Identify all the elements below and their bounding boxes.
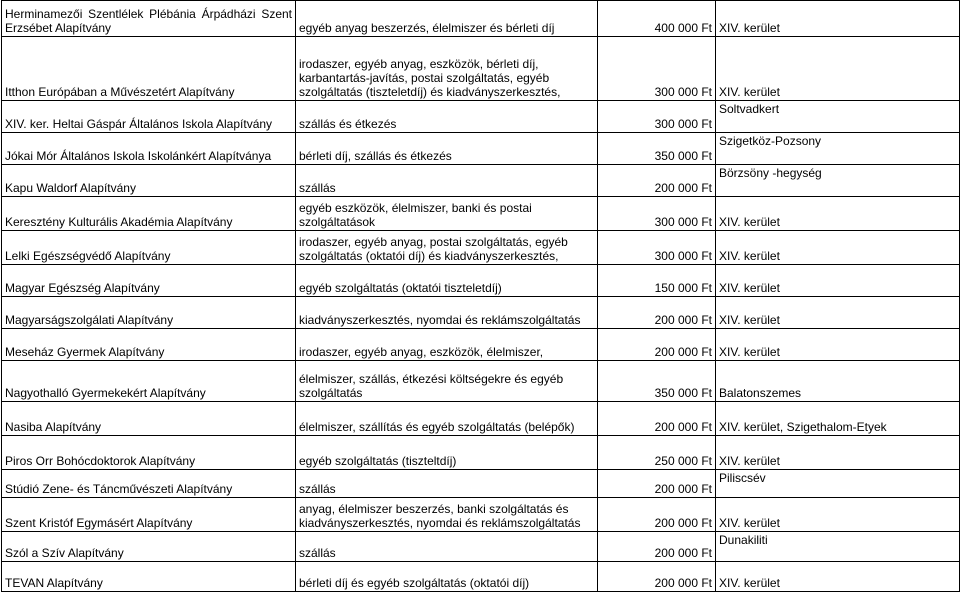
organization-cell: TEVAN Alapítvány (2, 562, 296, 592)
organization-cell: Keresztény Kulturális Akadémia Alapítvány (2, 197, 296, 231)
table-row (2, 37, 960, 101)
organization-cell: Herminamezői Szentlélek Plébánia Árpádházi Szent Erzsébet Alapítvány (2, 1, 296, 37)
area-cell: Szigetköz-Pozsony (716, 133, 960, 165)
amount-cell: 200 000 Ft (598, 402, 716, 436)
area-cell: Dunakiliti (716, 532, 960, 562)
purpose-cell: szállás (296, 165, 598, 197)
purpose-cell: egyéb anyag beszerzés, élelmiszer és bérleti díj (296, 1, 598, 37)
table-row (2, 197, 960, 231)
organization-cell: Szent Kristóf Egymásért Alapítvány (2, 498, 296, 532)
organization-cell: Nagyothalló Gyermekekért Alapítvány (2, 361, 296, 402)
area-cell: XIV. kerület (716, 37, 960, 101)
purpose-cell: szállás (296, 470, 598, 498)
amount-cell: 200 000 Ft (598, 532, 716, 562)
table-row (2, 470, 960, 498)
organization-cell: Magyarságszolgálati Alapítvány (2, 297, 296, 329)
organization-cell: Magyar Egészség Alapítvány (2, 265, 296, 297)
area-cell: Balatonszemes (716, 361, 960, 402)
table-row (2, 265, 960, 297)
table-row (2, 562, 960, 592)
table-row (2, 361, 960, 402)
organization-cell: Szól a Szív Alapítvány (2, 532, 296, 562)
organization-cell: Nasiba Alapítvány (2, 402, 296, 436)
organization-cell: Meseház Gyermek Alapítvány (2, 329, 296, 361)
purpose-cell: szállás és étkezés (296, 101, 598, 133)
area-cell: XIV. kerület (716, 265, 960, 297)
area-cell: XIV. kerület (716, 562, 960, 592)
table-row (2, 231, 960, 265)
area-cell: XIV. kerület (716, 297, 960, 329)
purpose-cell: egyéb szolgáltatás (tiszteltdíj) (296, 436, 598, 470)
amount-cell: 200 000 Ft (598, 297, 716, 329)
organization-cell: Itthon Európában a Művészetért Alapítvány (2, 37, 296, 101)
purpose-cell: élelmiszer, szállás, étkezési költségekre és egyéb szolgáltatás (296, 361, 598, 402)
area-cell: XIV. kerület, Szigethalom-Etyek (716, 402, 960, 436)
purpose-cell: egyéb eszközök, élelmiszer, banki és postai szolgáltatások (296, 197, 598, 231)
amount-cell: 300 000 Ft (598, 101, 716, 133)
table-row (2, 532, 960, 562)
table-row (2, 101, 960, 133)
purpose-cell: irodaszer, egyéb anyag, postai szolgáltatás, egyéb szolgáltatás (oktatói díj) és kiadványszerkesztés, (296, 231, 598, 265)
organization-cell: Kapu Waldorf Alapítvány (2, 165, 296, 197)
purpose-cell: irodaszer, egyéb anyag, eszközök, élelmiszer, (296, 329, 598, 361)
purpose-cell: szállás (296, 532, 598, 562)
area-cell: XIV. kerület (716, 436, 960, 470)
amount-cell: 150 000 Ft (598, 265, 716, 297)
area-cell: XIV. kerület (716, 197, 960, 231)
area-cell: Piliscsév (716, 470, 960, 498)
organization-cell: XIV. ker. Heltai Gáspár Általános Iskola Alapítvány (2, 101, 296, 133)
amount-cell: 300 000 Ft (598, 37, 716, 101)
purpose-cell: irodaszer, egyéb anyag, eszközök, bérleti díj, karbantartás-javítás, postai szolgáltatás, egyéb szolgáltatás (tiszteletdíj) és kiadványszerkesztés, (296, 37, 598, 101)
purpose-cell: egyéb szolgáltatás (oktatói tiszteletdíj) (296, 265, 598, 297)
table-row (2, 1, 960, 37)
table-row (2, 329, 960, 361)
organization-cell: Lelki Egészségvédő Alapítvány (2, 231, 296, 265)
purpose-cell: anyag, élelmiszer beszerzés, banki szolgáltatás és kiadványszerkesztés, nyomdai és reklámszolgáltatás (296, 498, 598, 532)
table-row (2, 436, 960, 470)
table-row (2, 133, 960, 165)
amount-cell: 350 000 Ft (598, 133, 716, 165)
grant-table (1, 0, 960, 592)
area-cell: Soltvadkert (716, 101, 960, 133)
amount-cell: 300 000 Ft (598, 197, 716, 231)
amount-cell: 200 000 Ft (598, 498, 716, 532)
organization-cell: Piros Orr Bohócdoktorok Alapítvány (2, 436, 296, 470)
purpose-cell: élelmiszer, szállítás és egyéb szolgáltatás (belépők) (296, 402, 598, 436)
amount-cell: 200 000 Ft (598, 562, 716, 592)
purpose-cell: bérleti díj, szállás és étkezés (296, 133, 598, 165)
amount-cell: 300 000 Ft (598, 231, 716, 265)
amount-cell: 200 000 Ft (598, 165, 716, 197)
amount-cell: 200 000 Ft (598, 470, 716, 498)
amount-cell: 400 000 Ft (598, 1, 716, 37)
amount-cell: 250 000 Ft (598, 436, 716, 470)
area-cell: XIV. kerület (716, 498, 960, 532)
table-row (2, 402, 960, 436)
area-cell: Börzsöny -hegység (716, 165, 960, 197)
organization-cell: Jókai Mór Általános Iskola Iskolánkért Alapítványa (2, 133, 296, 165)
area-cell: XIV. kerület (716, 231, 960, 265)
area-cell: XIV. kerület (716, 329, 960, 361)
table-row (2, 165, 960, 197)
purpose-cell: bérleti díj és egyéb szolgáltatás (oktatói díj) (296, 562, 598, 592)
amount-cell: 350 000 Ft (598, 361, 716, 402)
area-cell: XIV. kerület (716, 1, 960, 37)
amount-cell: 200 000 Ft (598, 329, 716, 361)
table-row (2, 297, 960, 329)
table-row (2, 498, 960, 532)
purpose-cell: kiadványszerkesztés, nyomdai és reklámszolgáltatás (296, 297, 598, 329)
organization-cell: Stúdió Zene- és Táncművészeti Alapítvány (2, 470, 296, 498)
